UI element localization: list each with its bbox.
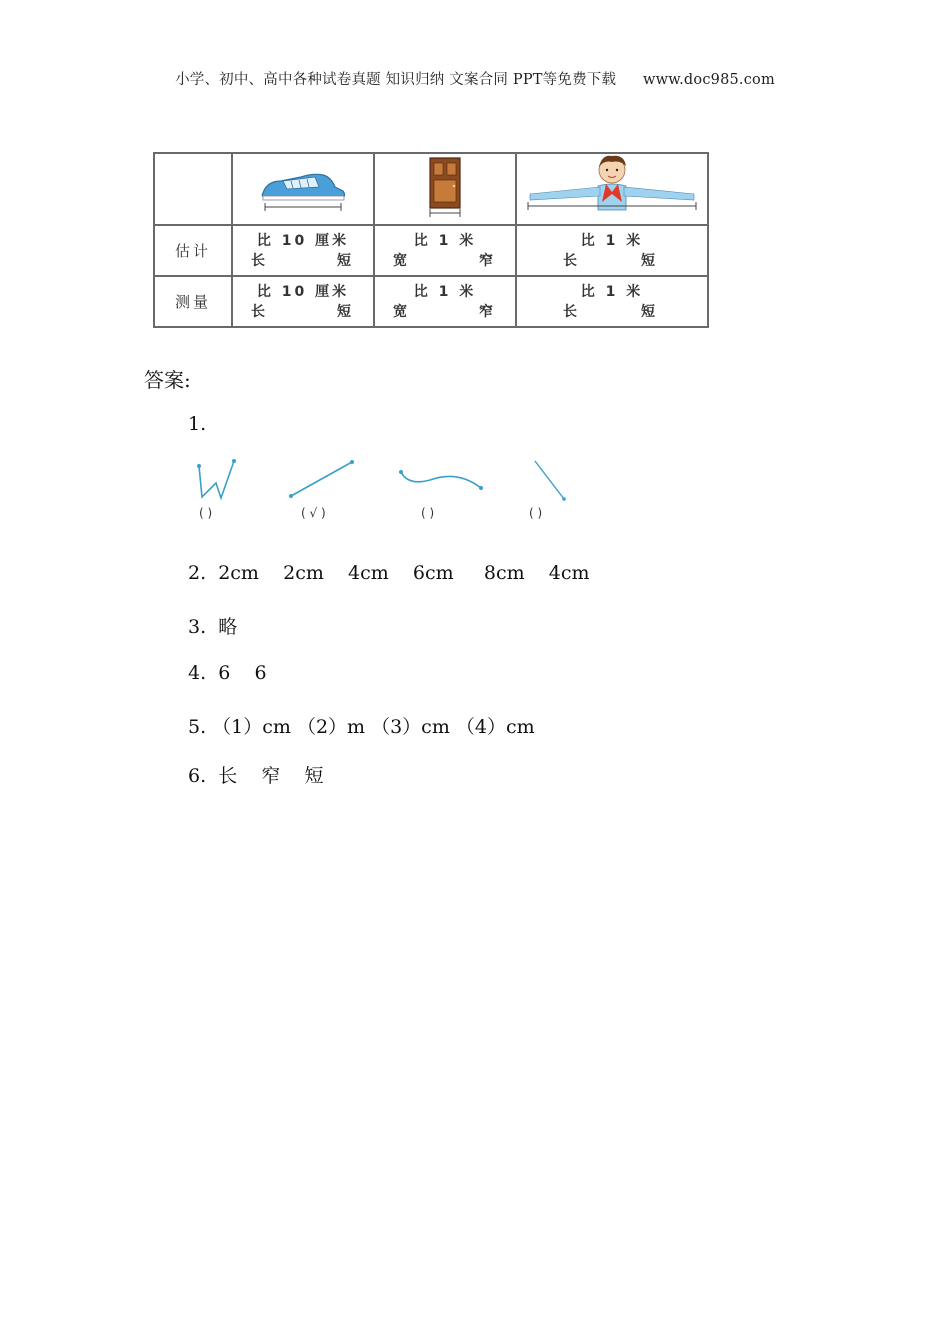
door-picture-cell	[374, 153, 516, 225]
table-cell	[232, 225, 374, 276]
shoe-icon	[253, 159, 353, 215]
cell-compare: 比 1 米	[580, 232, 644, 249]
table-cell	[374, 225, 516, 276]
door-icon	[420, 156, 470, 218]
answer-1-number: 1.	[188, 413, 207, 435]
line-figures	[180, 450, 600, 510]
table-row-measure	[154, 276, 708, 327]
answer-1-blank-3: ( )	[421, 506, 435, 520]
child-picture-cell	[516, 153, 708, 225]
cell-compare: 比 1 米	[580, 283, 644, 300]
table-cell	[516, 276, 708, 327]
cell-option-right: 短	[641, 252, 655, 269]
measurement-table	[153, 152, 709, 328]
table-cell	[374, 276, 516, 327]
answer-1-blank-1: ( )	[199, 506, 213, 520]
answer-4: 4. 6 6	[188, 662, 267, 684]
cell-option-right: 短	[337, 303, 351, 320]
ray-figure	[535, 461, 566, 501]
cell-option-left: 宽	[393, 303, 407, 320]
answer-2: 2. 2cm 2cm 4cm 6cm 8cm 4cm	[188, 562, 590, 584]
cell-option-left: 宽	[393, 252, 407, 269]
straight-segment-figure	[289, 460, 354, 498]
table-corner	[154, 153, 232, 225]
row-label: 估计	[154, 225, 232, 276]
cell-option-right: 窄	[479, 252, 493, 269]
answers-title: 答案:	[144, 368, 191, 392]
table-cell	[516, 225, 708, 276]
table-row-estimate	[154, 225, 708, 276]
header-site: www.doc985.com	[642, 72, 775, 88]
cell-option-left: 长	[251, 303, 265, 320]
cell-option-right: 短	[337, 252, 351, 269]
answer-3: 3. 略	[188, 616, 238, 638]
cell-option-right: 短	[641, 303, 655, 320]
cell-option-left: 长	[563, 252, 577, 269]
answer-1-blank-2: ( √ )	[301, 506, 326, 520]
curved-line-figure	[399, 470, 483, 490]
table-cell	[232, 276, 374, 327]
cell-compare: 比 1 米	[413, 232, 477, 249]
answer-6: 6. 长 窄 短	[188, 765, 324, 787]
cell-option-left: 长	[563, 303, 577, 320]
cell-compare: 比 1 米	[413, 283, 477, 300]
cell-option-left: 长	[251, 252, 265, 269]
row-label: 测量	[154, 276, 232, 327]
answer-5: 5. （1）cm （2）m （3）cm （4）cm	[188, 716, 535, 738]
cell-option-right: 窄	[479, 303, 493, 320]
cell-compare: 比 10 厘米	[256, 232, 350, 249]
page-header	[0, 68, 950, 89]
zigzag-line-figure	[197, 459, 236, 498]
answer-1-blank-4: ( )	[529, 506, 543, 520]
header-text: 小学、初中、高中各种试卷真题 知识归纳 文案合同 PPT等免费下载	[175, 72, 617, 88]
cell-compare: 比 10 厘米	[256, 283, 350, 300]
shoe-picture-cell	[232, 153, 374, 225]
child-arms-out-icon	[522, 154, 702, 220]
